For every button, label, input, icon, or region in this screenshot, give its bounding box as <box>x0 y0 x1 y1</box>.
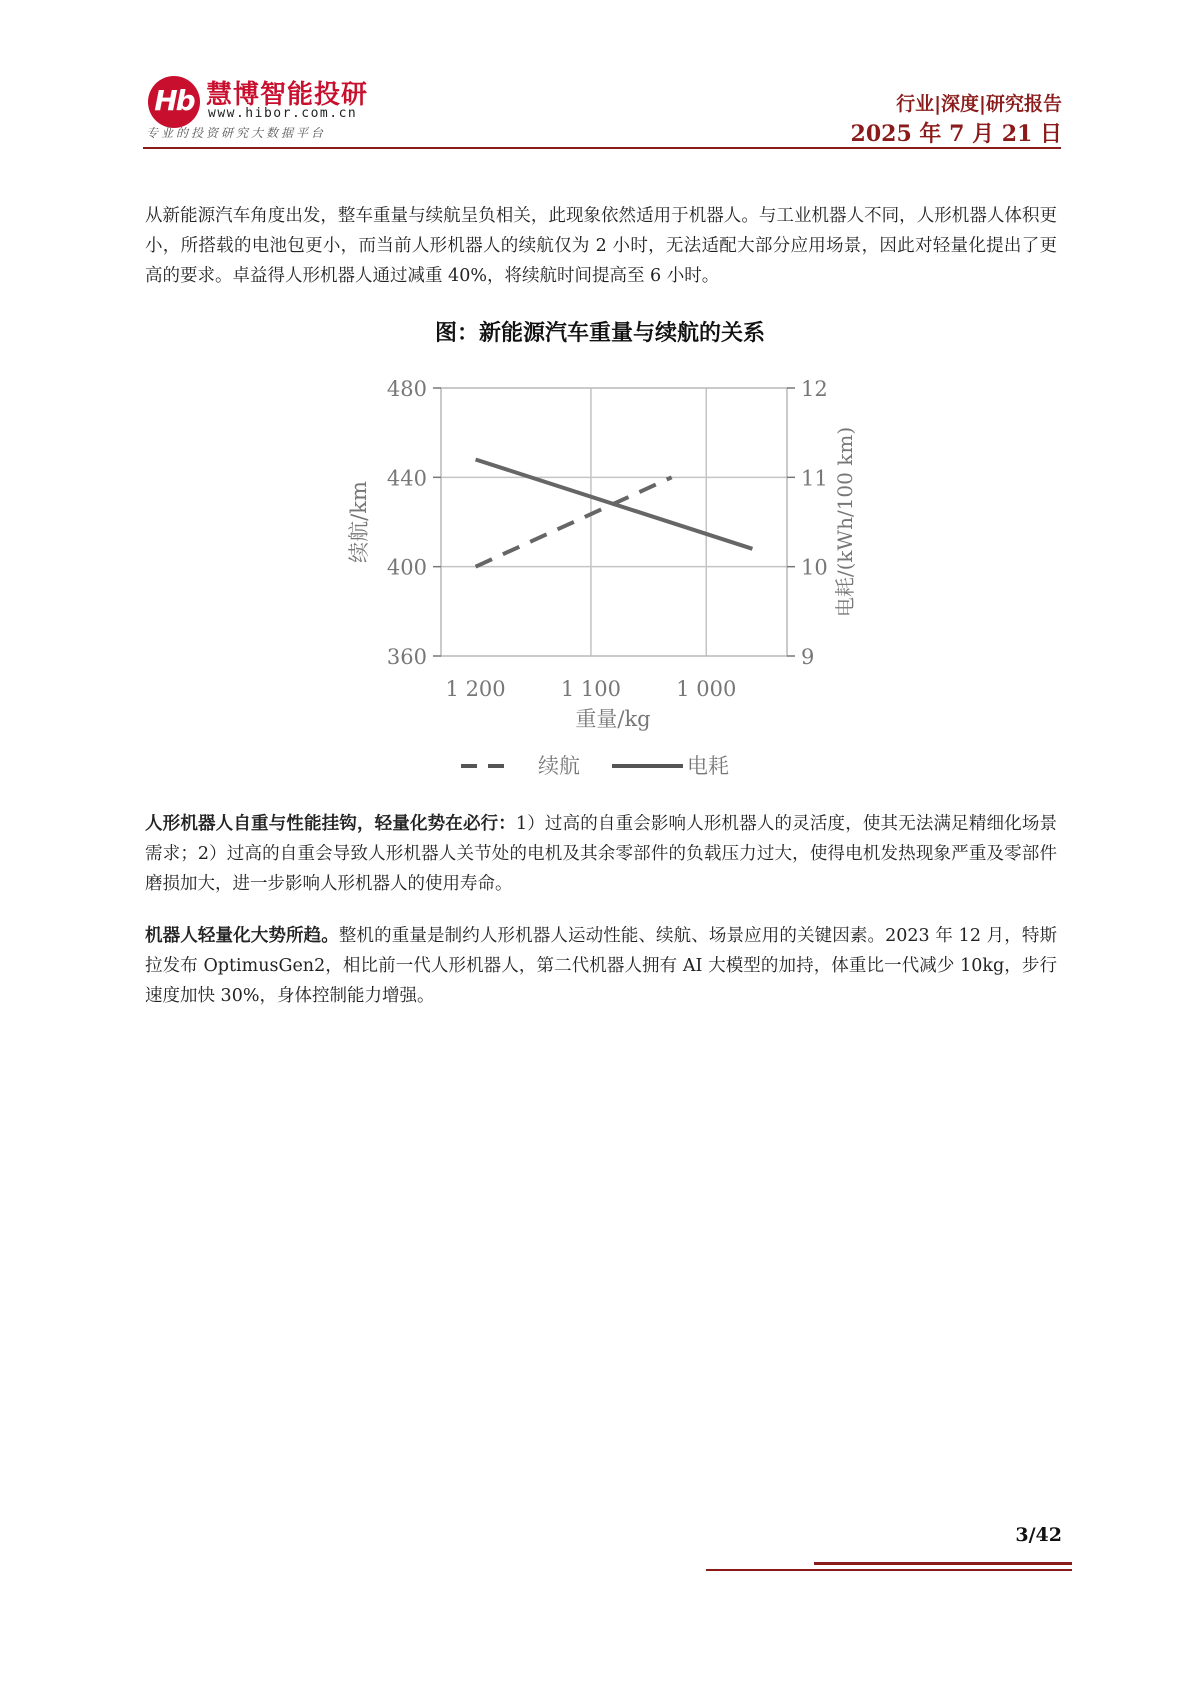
y-left-tick-label: 400 <box>386 555 427 580</box>
y-left-tick-label: 480 <box>386 377 427 401</box>
paragraph-lightweight-trend-lead: 机器人轻量化大势所趋。 <box>145 926 339 946</box>
x-tick-label: 1 100 <box>560 677 621 701</box>
y-axis-right-label: 电耗/(kWh/100 km) <box>833 426 857 618</box>
legend-label-energy: 电耗 <box>687 754 729 778</box>
paragraph-lightweight-trend-text: 整机的重量是制约人形机器人运动性能、续航、场景应用的关键因素。2023 年 12 月，特斯拉发布 OptimusGen2，相比前一代人形机器人，第二代机器人拥有 AI 大模型的加持，体重比一代减少 10kg，步行速度加快 30%，身体控制能力增强。 <box>145 926 1058 1006</box>
logo-icon: Hb <box>148 76 200 128</box>
brand-name: 慧博智能投研 <box>206 80 369 110</box>
y-left-tick-label: 360 <box>386 645 427 669</box>
paragraph-weight-performance <box>145 809 1057 899</box>
series-energy-line <box>476 459 753 548</box>
x-axis-label: 重量/kg <box>575 707 651 731</box>
plot-frame <box>441 388 787 656</box>
chart-legend <box>461 754 729 778</box>
paragraph-weight-performance-lead: 人形机器人自重与性能挂钩，轻量化势在必行： <box>145 814 516 834</box>
brand-slogan: 专业的投资研究大数据平台 <box>146 126 327 140</box>
report-type: 行业|深度|研究报告 <box>896 93 1062 115</box>
footer-divider <box>706 1569 1072 1571</box>
chart-title: 图：新能源汽车重量与续航的关系 <box>434 321 765 346</box>
y-right-tick-label: 10 <box>801 555 828 580</box>
y-right-tick-label: 12 <box>801 377 828 401</box>
chart-ticks <box>387 377 828 701</box>
paragraph-intro: 从新能源汽车角度出发，整车重量与续航呈负相关，此现象依然适用于机器人。与工业机器人不同，人形机器人体积更小，所搭载的电池包更小，而当前人形机器人的续航仅为 2 小时，无法适配大部分应用场景，因此对轻量化提出了更高的要求。卓益得人形机器人通过减重 40%，将续航时间提高至 6 小时。 <box>145 206 1057 286</box>
report-date: 2025 年 7 月 21 日 <box>850 121 1062 147</box>
page-number: 3/42 <box>1015 1524 1062 1546</box>
weight-range-chart <box>0 0 1200 800</box>
brand-url[interactable]: www.hibor.com.cn <box>208 106 358 121</box>
chart-axes <box>433 388 795 656</box>
paragraph-lightweight-trend <box>145 921 1057 1011</box>
x-tick-label: 1 200 <box>445 677 506 701</box>
y-right-tick-label: 9 <box>801 645 815 669</box>
paragraph-weight-performance-text: 1）过高的自重会影响人形机器人的灵活度，使其无法满足精细化场景需求；2）过高的自重会导致人形机器人关节处的电机及其余零部件的负载压力过大，使得电机发热现象严重及零部件磨损加大，进一步影响人形机器人的使用寿命。 <box>145 814 1058 894</box>
chart-grid <box>441 388 787 656</box>
y-axis-left-label: 续航/km <box>347 481 371 563</box>
x-tick-label: 1 000 <box>676 677 737 701</box>
y-left-tick-label: 440 <box>386 466 427 491</box>
footer-divider-thick <box>814 1562 1072 1565</box>
chart-series <box>476 459 753 566</box>
y-right-tick-label: 11 <box>801 466 828 491</box>
legend-label-range: 续航 <box>538 754 580 778</box>
